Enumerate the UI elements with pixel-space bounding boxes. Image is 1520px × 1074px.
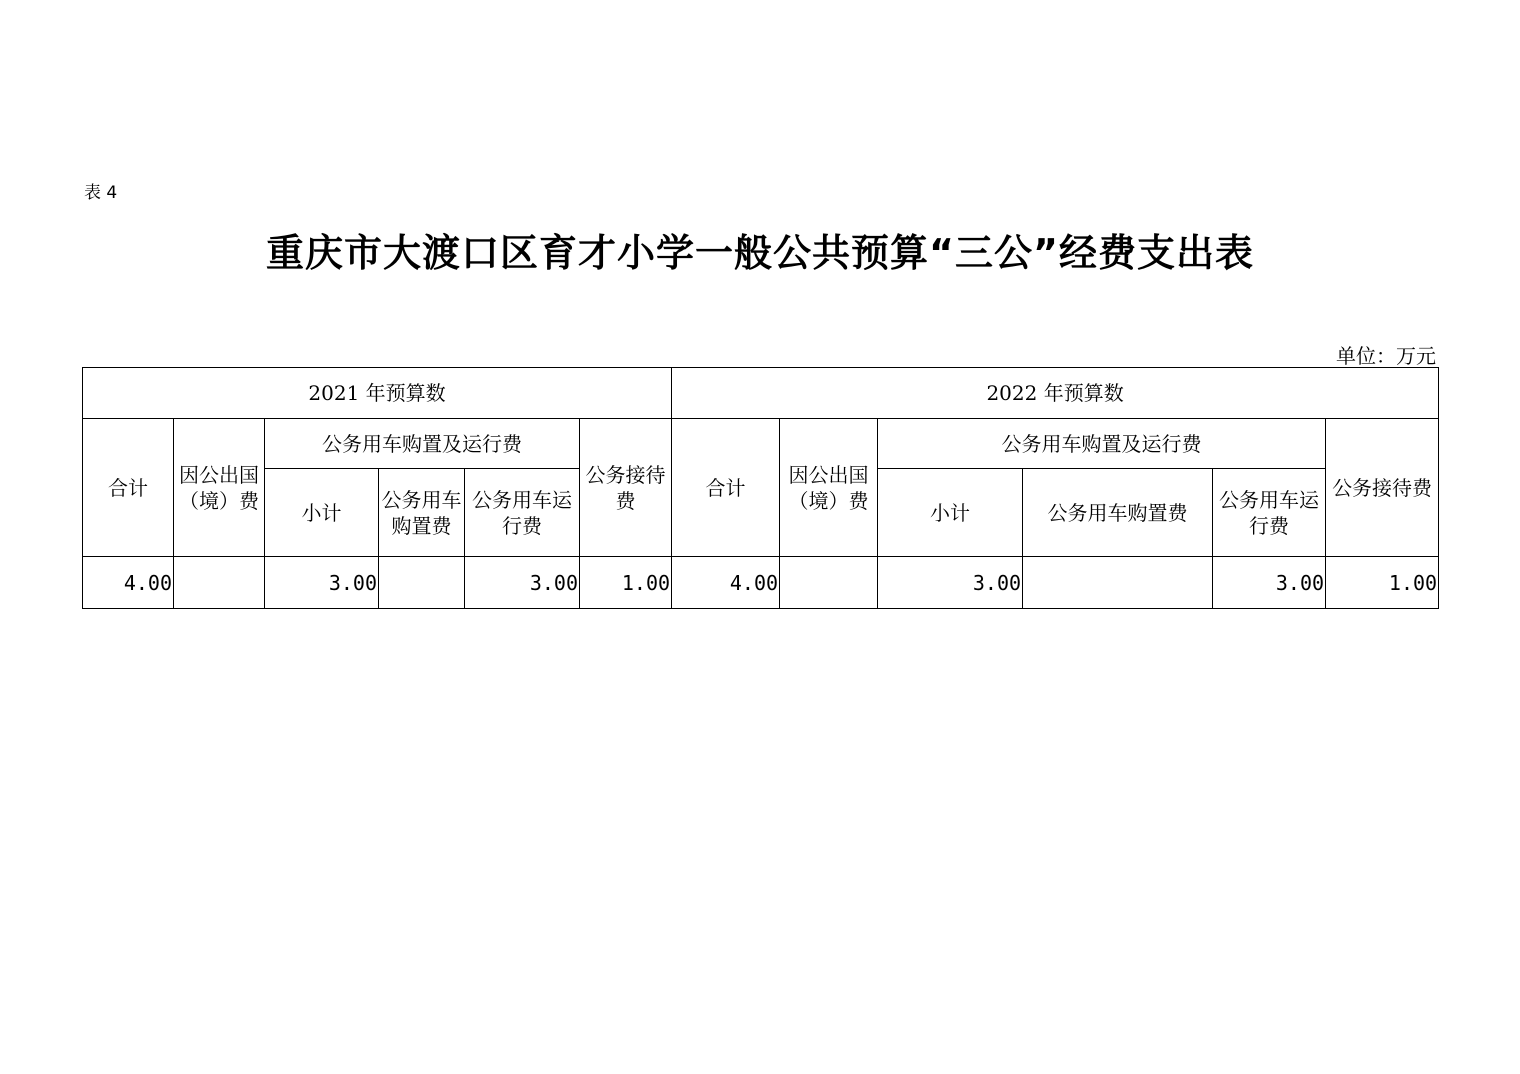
header-2021-total: 合计: [83, 419, 174, 557]
value-2021-operation: 3.00: [465, 557, 580, 609]
value-2021-purchase: [379, 557, 465, 609]
value-2022-operation: 3.00: [1213, 557, 1326, 609]
budget-table: [82, 367, 1439, 609]
header-2022-total: 合计: [672, 419, 780, 557]
header-2022-subtotal: 小计: [878, 469, 1023, 557]
value-2022-abroad: [780, 557, 878, 609]
page-title: 重庆市大渡口区育才小学一般公共预算“三公”经费支出表: [266, 231, 1254, 275]
value-2022-subtotal: 3.00: [878, 557, 1023, 609]
value-2021-subtotal: 3.00: [265, 557, 379, 609]
value-2022-purchase: [1023, 557, 1213, 609]
header-2021-reception: 公务接待费: [580, 419, 672, 557]
year-2022-header: 2022 年预算数: [672, 368, 1439, 419]
header-2021-vehicle-group: 公务用车购置及运行费: [265, 419, 580, 469]
value-2021-abroad: [174, 557, 265, 609]
unit-label: 单位：万元: [1336, 344, 1436, 368]
value-2021-total: 4.00: [83, 557, 174, 609]
header-2021-subtotal: 小计: [265, 469, 379, 557]
header-2022-vehicle-group: 公务用车购置及运行费: [878, 419, 1326, 469]
column-header-row: [83, 419, 1439, 469]
year-2021-header: 2021 年预算数: [83, 368, 672, 419]
value-2021-reception: 1.00: [580, 557, 672, 609]
header-2022-operation: 公务用车运行费: [1213, 469, 1326, 557]
header-2022-reception: 公务接待费: [1326, 419, 1439, 557]
table-number: 表 4: [84, 183, 118, 203]
header-2022-purchase: 公务用车购置费: [1023, 469, 1213, 557]
header-2021-operation: 公务用车运行费: [465, 469, 580, 557]
value-2022-reception: 1.00: [1326, 557, 1439, 609]
header-2021-purchase: 公务用车购置费: [379, 469, 465, 557]
value-2022-total: 4.00: [672, 557, 780, 609]
data-row: [83, 557, 1439, 609]
header-2022-abroad: 因公出国（境）费: [780, 419, 878, 557]
year-header-row: [83, 368, 1439, 419]
header-2021-abroad: 因公出国（境）费: [174, 419, 265, 557]
